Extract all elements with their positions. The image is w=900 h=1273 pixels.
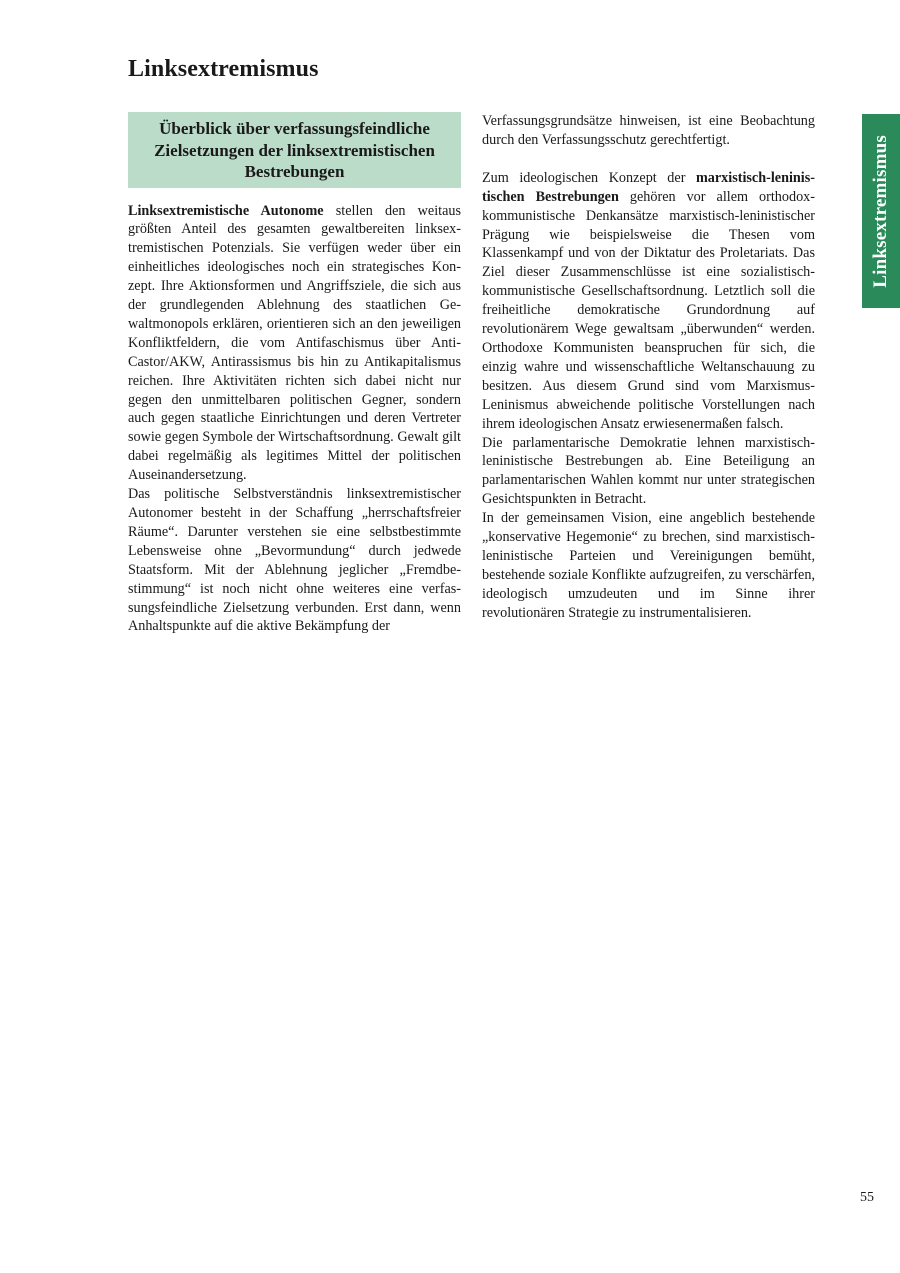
paragraph-selbstverstaendnis: Das politische Selbstverständnis linksextremistischer Autonomer besteht in der Schaffung „herrschaftsfreier Räume“. Darunter verstehen sie eine selbstbestimmte Lebensweise ohne „Bevormundung“ durch jedwede Staatsform. Mit der Ablehnung jeglicher „Fremdbestimmung“ ist noch nicht ohne weiteres eine verfassungsfeindliche Zielsetzung verbunden. Erst dann, wenn Anhaltspunkte auf die aktive Bekämpfung der	[128, 486, 461, 635]
page-number: 55	[860, 1190, 874, 1205]
overview-box-line: Bestrebungen	[244, 162, 345, 181]
term-autonome: Linksextremistische Autonome	[128, 202, 324, 219]
paragraph-parlamentarisch: Die parlamentarische Demokratie lehnen marxistisch-leninistische Bestrebungen ab. Eine Beteiligung an parlamentarischen Wahlen kommt nur unter strategischen Gesichtspunkten in Betracht.	[482, 434, 815, 508]
paragraph-text: gehören vor allem orthodox-kommunistische Denkansätze marxistisch-leninistischer Prägung wie beispielsweise die Thesen vom Klassenkampf und von der Diktatur des Proletariats. Das Ziel dieser Zusammenschlüsse ist eine sozialistisch-kommunistische Gesellschaftsordnung. Letztlich soll die freiheitliche demokratische Grundordnung auf revolutionärem Wege gewaltsam „überwunden“ werden. Orthodoxe Kommunisten beanspruchen für sich, die einzig wahre und wissenschaftliche Weltanschauung zu besitzen. Aus diesem Grund sind vom Marxismus-Leninismus abweichende politische Vorstellungen nach ihrem ideologischen Ansatz erwiesenermaßen falsch.	[482, 188, 815, 432]
paragraph-continuation: Verfassungsgrundsätze hinweisen, ist eine Beobachtung durch den Verfassungsschutz gerechtfertigt.	[482, 113, 815, 148]
paragraph-marxistisch-leninistisch	[482, 169, 815, 434]
chapter-side-tab-label: Linksextremismus	[870, 134, 891, 288]
overview-box-line: Zielsetzungen der linksextremistischen	[154, 140, 435, 160]
overview-box-line: Überblick über verfassungsfeindliche	[159, 119, 430, 138]
paragraph-text: stellen den weitaus größten Anteil des gesamten gewaltbereiten linksextremistischen Potenzials. Sie verfügen weder über ein einheitliches ideologisches noch ein strategisches Konzept. Ihre Aktionsformen und Angriffsziele, die sich aus der grundlegenden Ablehnung des staatlichen Gewaltmonopols erklären, orientieren sich an den jeweiligen Konfliktfeldern, die vom Antifaschismus über Anti-Castor/AKW, Antirassismus bis hin zu Antikapitalismus reichen. Ihre Aktivitäten richten sich dabei nicht nur gegen den unmittelbaren politischen Gegner, sondern auch gegen staatliche Einrichtungen und deren Vertreter sowie gegen Symbole der Wirtschaftsordnung. Gewalt gilt dabei regelmäßig als legitimes Mittel der politischen Auseinandersetzung.	[128, 202, 461, 484]
page-title: Linksextremismus	[128, 56, 319, 82]
chapter-side-tab	[862, 114, 900, 308]
paragraph-text: Zum ideologischen Konzept der	[482, 169, 696, 186]
term-marxistisch-leninistisch: marxistisch-leninistischen Bestrebungen	[482, 169, 815, 205]
overview-box	[128, 112, 461, 188]
right-column	[482, 112, 815, 623]
left-column	[128, 112, 461, 636]
paragraph-autonome	[128, 202, 461, 486]
paragraph-hegemonie: In der gemeinsamen Vision, eine angeblich bestehende „konservative Hegemonie“ zu brechen, sind marxistisch-leninistische Parteien und Vereinigungen bemüht, bestehende soziale Konflikte aufzugreifen, zu verschärfen, ideologisch umzudeuten und im Sinne ihrer revolutionären Strategie zu instrumentalisieren.	[482, 510, 815, 621]
